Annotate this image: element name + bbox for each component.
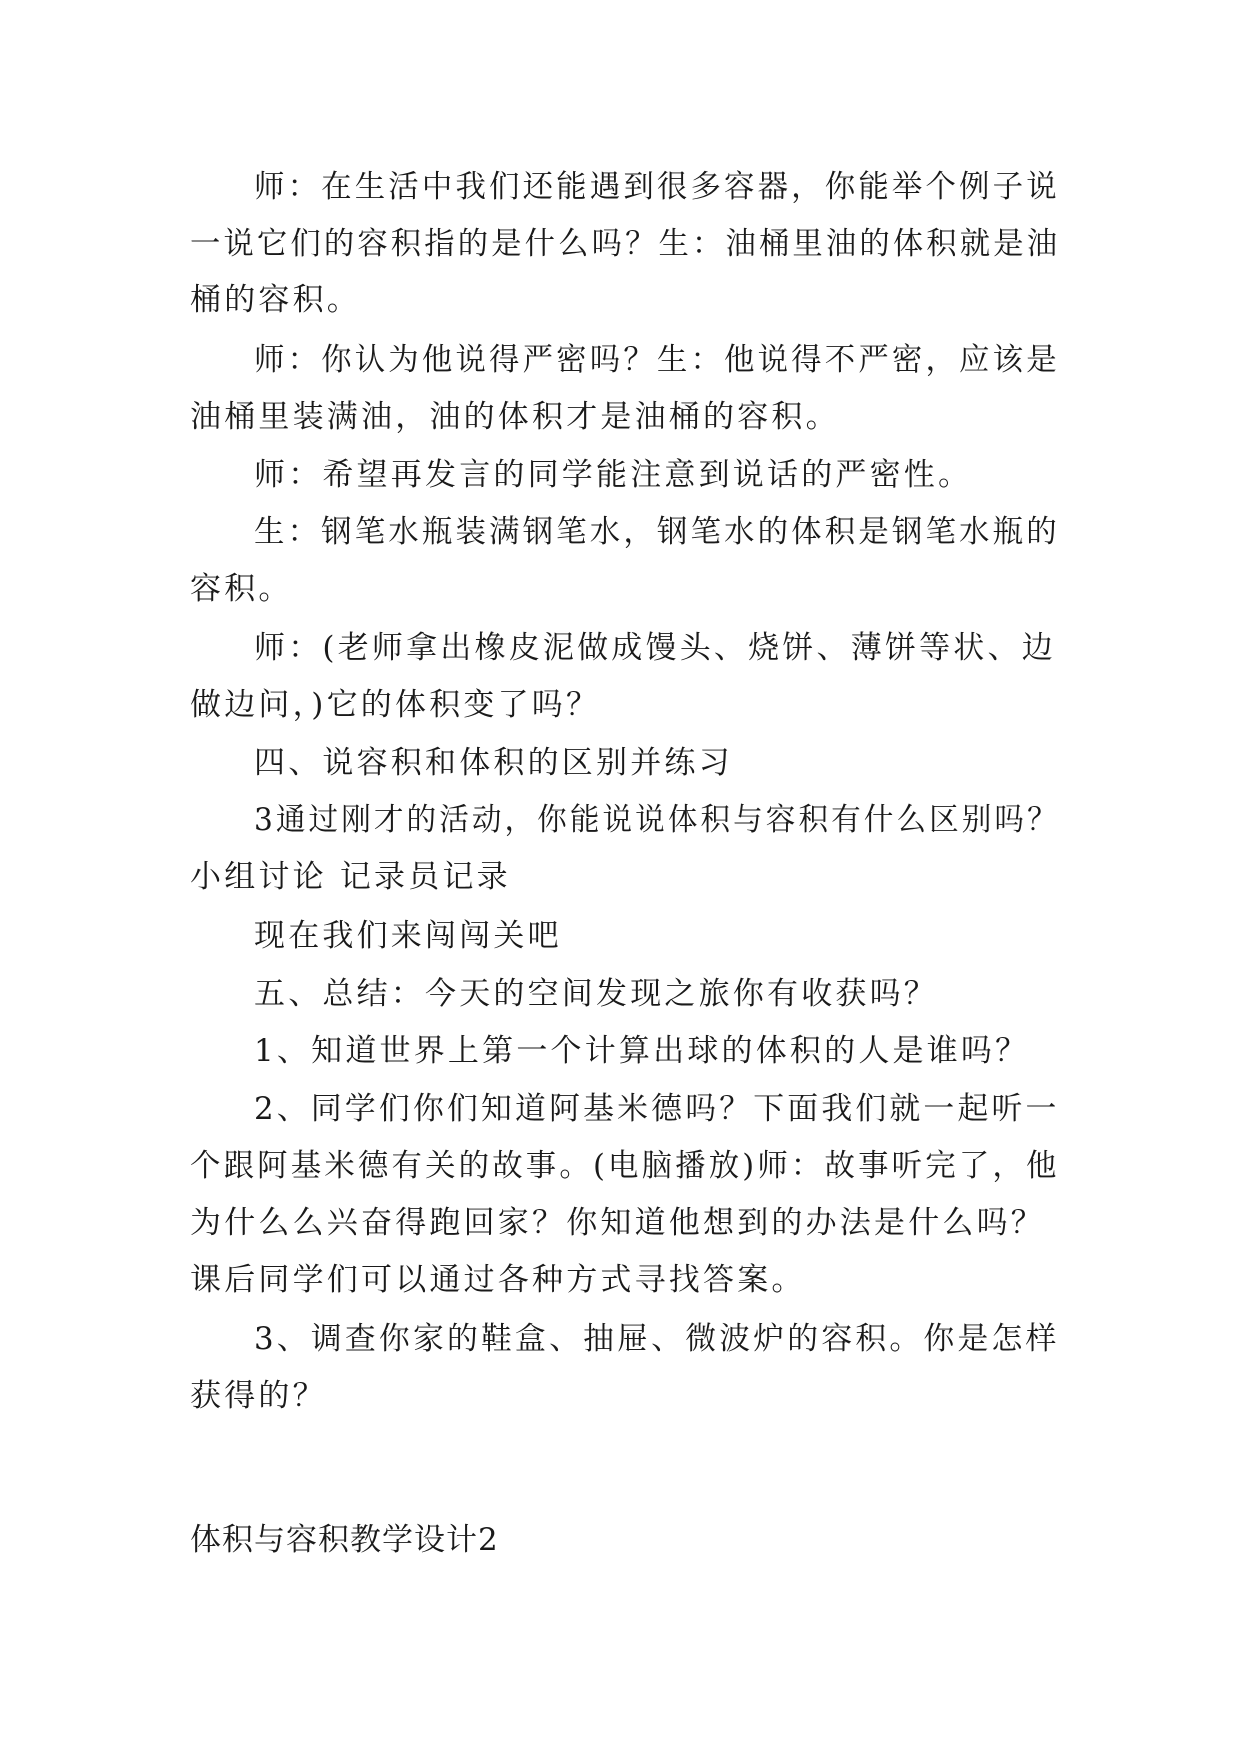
paragraph-line: 生：钢笔水瓶装满钢笔水，钢笔水的体积是钢笔水瓶的 <box>254 514 1060 550</box>
paragraph-line: 个跟阿基米德有关的故事。(电脑播放)师：故事听完了，他 <box>190 1148 1060 1184</box>
paragraph-line: 1、知道世界上第一个计算出球的体积的人是谁吗？ <box>254 1033 1030 1069</box>
paragraph-line: 为什么么兴奋得跑回家？你知道他想到的办法是什么吗？ <box>190 1205 1045 1241</box>
section-heading: 五、总结：今天的空间发现之旅你有收获吗？ <box>254 976 938 1012</box>
paragraph-line: 油桶里装满油，油的体积才是油桶的容积。 <box>190 399 840 435</box>
paragraph-line: 桶的容积。 <box>190 282 361 318</box>
paragraph-line: 师：你认为他说得严密吗？生：他说得不严密，应该是 <box>254 342 1060 378</box>
paragraph-line: 获得的？ <box>190 1378 327 1414</box>
paragraph-line: 师：(老师拿出橡皮泥做成馒头、烧饼、薄饼等状、边 <box>254 630 1056 666</box>
paragraph-line: 容积。 <box>190 571 293 607</box>
section-title: 体积与容积教学设计2 <box>190 1522 499 1558</box>
paragraph-line: 师：希望再发言的同学能注意到说话的严密性。 <box>254 457 973 493</box>
paragraph-line: 师：在生活中我们还能遇到很多容器，你能举个例子说 <box>254 169 1060 205</box>
paragraph-line: 课后同学们可以通过各种方式寻找答案。 <box>190 1262 806 1298</box>
paragraph-line: 3通过刚才的活动，你能说说体积与容积有什么区别吗？ <box>254 802 1060 838</box>
section-heading: 四、说容积和体积的区别并练习 <box>254 745 733 781</box>
paragraph-line: 做边问，)它的体积变了吗？ <box>190 687 601 723</box>
paragraph-line: 2、同学们你们知道阿基米德吗？下面我们就一起听一 <box>254 1091 1060 1127</box>
paragraph-line: 小组讨论 记录员记录 <box>190 859 511 895</box>
paragraph-line: 一说它们的容积指的是什么吗？生：油桶里油的体积就是油 <box>190 226 1061 262</box>
paragraph-line: 现在我们来闯闯关吧 <box>254 918 562 954</box>
paragraph-line: 3、调查你家的鞋盒、抽屉、微波炉的容积。你是怎样 <box>254 1321 1060 1357</box>
